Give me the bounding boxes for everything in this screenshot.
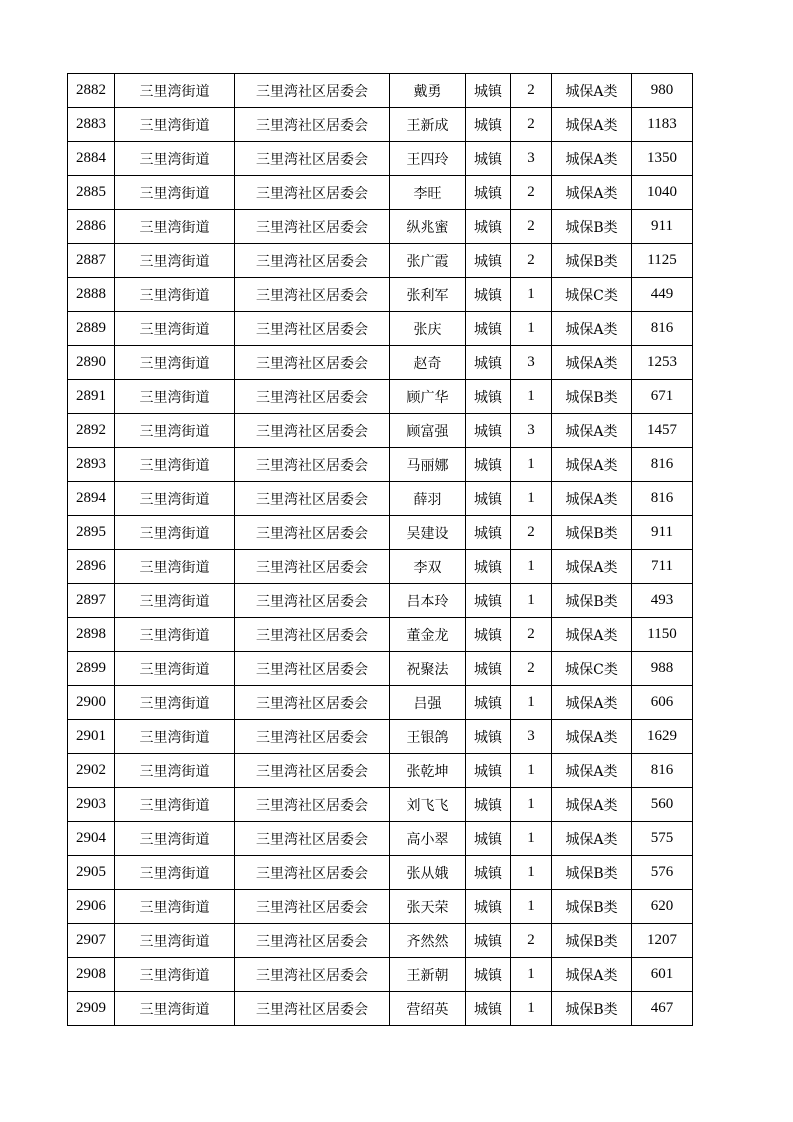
amount-cell: 911 xyxy=(632,516,693,550)
community-cell: 三里湾社区居委会 xyxy=(235,482,390,516)
household-size-cell: 2 xyxy=(511,244,552,278)
category-cell: 城保B类 xyxy=(552,516,632,550)
serial-number-cell: 2895 xyxy=(68,516,115,550)
category-cell: 城保A类 xyxy=(552,108,632,142)
area-type-cell: 城镇 xyxy=(466,516,511,550)
category-cell: 城保B类 xyxy=(552,856,632,890)
category-cell: 城保A类 xyxy=(552,550,632,584)
serial-number-cell: 2909 xyxy=(68,992,115,1026)
table-row xyxy=(68,856,693,890)
serial-number-cell: 2885 xyxy=(68,176,115,210)
household-size-cell: 1 xyxy=(511,584,552,618)
amount-cell: 1457 xyxy=(632,414,693,448)
serial-number-cell: 2898 xyxy=(68,618,115,652)
table-row xyxy=(68,686,693,720)
name-cell: 吕本玲 xyxy=(390,584,466,618)
subdistrict-cell: 三里湾街道 xyxy=(115,244,235,278)
area-type-cell: 城镇 xyxy=(466,720,511,754)
subdistrict-cell: 三里湾街道 xyxy=(115,958,235,992)
subdistrict-cell: 三里湾街道 xyxy=(115,890,235,924)
household-size-cell: 2 xyxy=(511,108,552,142)
serial-number-cell: 2889 xyxy=(68,312,115,346)
area-type-cell: 城镇 xyxy=(466,822,511,856)
amount-cell: 1040 xyxy=(632,176,693,210)
household-size-cell: 2 xyxy=(511,516,552,550)
name-cell: 张天荣 xyxy=(390,890,466,924)
community-cell: 三里湾社区居委会 xyxy=(235,74,390,108)
name-cell: 吕强 xyxy=(390,686,466,720)
serial-number-cell: 2887 xyxy=(68,244,115,278)
subdistrict-cell: 三里湾街道 xyxy=(115,142,235,176)
area-type-cell: 城镇 xyxy=(466,346,511,380)
amount-cell: 1253 xyxy=(632,346,693,380)
table-row xyxy=(68,108,693,142)
community-cell: 三里湾社区居委会 xyxy=(235,652,390,686)
table-row xyxy=(68,618,693,652)
household-size-cell: 1 xyxy=(511,856,552,890)
amount-cell: 1125 xyxy=(632,244,693,278)
table-row xyxy=(68,380,693,414)
area-type-cell: 城镇 xyxy=(466,448,511,482)
subdistrict-cell: 三里湾街道 xyxy=(115,686,235,720)
name-cell: 张庆 xyxy=(390,312,466,346)
name-cell: 营绍英 xyxy=(390,992,466,1026)
area-type-cell: 城镇 xyxy=(466,856,511,890)
subdistrict-cell: 三里湾街道 xyxy=(115,754,235,788)
community-cell: 三里湾社区居委会 xyxy=(235,278,390,312)
area-type-cell: 城镇 xyxy=(466,210,511,244)
table-row xyxy=(68,652,693,686)
serial-number-cell: 2904 xyxy=(68,822,115,856)
community-cell: 三里湾社区居委会 xyxy=(235,890,390,924)
name-cell: 王新成 xyxy=(390,108,466,142)
area-type-cell: 城镇 xyxy=(466,414,511,448)
amount-cell: 816 xyxy=(632,448,693,482)
household-size-cell: 3 xyxy=(511,720,552,754)
name-cell: 祝聚法 xyxy=(390,652,466,686)
amount-cell: 449 xyxy=(632,278,693,312)
amount-cell: 1350 xyxy=(632,142,693,176)
table-row xyxy=(68,720,693,754)
serial-number-cell: 2900 xyxy=(68,686,115,720)
subdistrict-cell: 三里湾街道 xyxy=(115,822,235,856)
amount-cell: 601 xyxy=(632,958,693,992)
community-cell: 三里湾社区居委会 xyxy=(235,584,390,618)
subdistrict-cell: 三里湾街道 xyxy=(115,584,235,618)
subdistrict-cell: 三里湾街道 xyxy=(115,788,235,822)
area-type-cell: 城镇 xyxy=(466,788,511,822)
table-row xyxy=(68,74,693,108)
subdistrict-cell: 三里湾街道 xyxy=(115,210,235,244)
name-cell: 顾广华 xyxy=(390,380,466,414)
category-cell: 城保B类 xyxy=(552,992,632,1026)
household-size-cell: 3 xyxy=(511,346,552,380)
table-row xyxy=(68,448,693,482)
subdistrict-cell: 三里湾街道 xyxy=(115,924,235,958)
household-size-cell: 1 xyxy=(511,312,552,346)
household-size-cell: 1 xyxy=(511,788,552,822)
category-cell: 城保A类 xyxy=(552,720,632,754)
name-cell: 赵奇 xyxy=(390,346,466,380)
serial-number-cell: 2892 xyxy=(68,414,115,448)
household-size-cell: 1 xyxy=(511,448,552,482)
table-row xyxy=(68,414,693,448)
category-cell: 城保A类 xyxy=(552,958,632,992)
community-cell: 三里湾社区居委会 xyxy=(235,176,390,210)
category-cell: 城保C类 xyxy=(552,652,632,686)
amount-cell: 911 xyxy=(632,210,693,244)
category-cell: 城保A类 xyxy=(552,142,632,176)
amount-cell: 988 xyxy=(632,652,693,686)
area-type-cell: 城镇 xyxy=(466,176,511,210)
community-cell: 三里湾社区居委会 xyxy=(235,448,390,482)
community-cell: 三里湾社区居委会 xyxy=(235,924,390,958)
table-row xyxy=(68,516,693,550)
subdistrict-cell: 三里湾街道 xyxy=(115,516,235,550)
serial-number-cell: 2883 xyxy=(68,108,115,142)
area-type-cell: 城镇 xyxy=(466,584,511,618)
serial-number-cell: 2890 xyxy=(68,346,115,380)
amount-cell: 671 xyxy=(632,380,693,414)
community-cell: 三里湾社区居委会 xyxy=(235,312,390,346)
serial-number-cell: 2907 xyxy=(68,924,115,958)
amount-cell: 816 xyxy=(632,482,693,516)
name-cell: 吴建设 xyxy=(390,516,466,550)
subdistrict-cell: 三里湾街道 xyxy=(115,550,235,584)
name-cell: 薛羽 xyxy=(390,482,466,516)
amount-cell: 575 xyxy=(632,822,693,856)
household-size-cell: 2 xyxy=(511,210,552,244)
area-type-cell: 城镇 xyxy=(466,142,511,176)
subdistrict-cell: 三里湾街道 xyxy=(115,652,235,686)
area-type-cell: 城镇 xyxy=(466,380,511,414)
area-type-cell: 城镇 xyxy=(466,618,511,652)
serial-number-cell: 2906 xyxy=(68,890,115,924)
household-size-cell: 2 xyxy=(511,176,552,210)
household-size-cell: 1 xyxy=(511,278,552,312)
category-cell: 城保B类 xyxy=(552,380,632,414)
area-type-cell: 城镇 xyxy=(466,754,511,788)
community-cell: 三里湾社区居委会 xyxy=(235,108,390,142)
table-row xyxy=(68,210,693,244)
household-size-cell: 1 xyxy=(511,958,552,992)
subdistrict-cell: 三里湾街道 xyxy=(115,414,235,448)
community-cell: 三里湾社区居委会 xyxy=(235,550,390,584)
name-cell: 张广霞 xyxy=(390,244,466,278)
name-cell: 张利军 xyxy=(390,278,466,312)
amount-cell: 816 xyxy=(632,312,693,346)
table-row xyxy=(68,924,693,958)
name-cell: 刘飞飞 xyxy=(390,788,466,822)
name-cell: 王四玲 xyxy=(390,142,466,176)
category-cell: 城保A类 xyxy=(552,346,632,380)
table-body xyxy=(68,74,693,1026)
household-size-cell: 2 xyxy=(511,618,552,652)
category-cell: 城保A类 xyxy=(552,822,632,856)
serial-number-cell: 2882 xyxy=(68,74,115,108)
name-cell: 张乾坤 xyxy=(390,754,466,788)
subdistrict-cell: 三里湾街道 xyxy=(115,346,235,380)
area-type-cell: 城镇 xyxy=(466,992,511,1026)
amount-cell: 493 xyxy=(632,584,693,618)
serial-number-cell: 2896 xyxy=(68,550,115,584)
category-cell: 城保B类 xyxy=(552,210,632,244)
area-type-cell: 城镇 xyxy=(466,482,511,516)
table-row xyxy=(68,822,693,856)
amount-cell: 606 xyxy=(632,686,693,720)
amount-cell: 816 xyxy=(632,754,693,788)
serial-number-cell: 2902 xyxy=(68,754,115,788)
household-size-cell: 1 xyxy=(511,380,552,414)
amount-cell: 980 xyxy=(632,74,693,108)
community-cell: 三里湾社区居委会 xyxy=(235,142,390,176)
community-cell: 三里湾社区居委会 xyxy=(235,992,390,1026)
category-cell: 城保A类 xyxy=(552,448,632,482)
community-cell: 三里湾社区居委会 xyxy=(235,618,390,652)
community-cell: 三里湾社区居委会 xyxy=(235,686,390,720)
category-cell: 城保B类 xyxy=(552,924,632,958)
name-cell: 顾富强 xyxy=(390,414,466,448)
amount-cell: 620 xyxy=(632,890,693,924)
table-row xyxy=(68,550,693,584)
name-cell: 李双 xyxy=(390,550,466,584)
subdistrict-cell: 三里湾街道 xyxy=(115,380,235,414)
category-cell: 城保B类 xyxy=(552,584,632,618)
subdistrict-cell: 三里湾街道 xyxy=(115,856,235,890)
subdistrict-cell: 三里湾街道 xyxy=(115,278,235,312)
table-row xyxy=(68,142,693,176)
household-size-cell: 2 xyxy=(511,74,552,108)
area-type-cell: 城镇 xyxy=(466,686,511,720)
subdistrict-cell: 三里湾街道 xyxy=(115,720,235,754)
serial-number-cell: 2901 xyxy=(68,720,115,754)
serial-number-cell: 2894 xyxy=(68,482,115,516)
area-type-cell: 城镇 xyxy=(466,108,511,142)
amount-cell: 560 xyxy=(632,788,693,822)
household-size-cell: 2 xyxy=(511,652,552,686)
category-cell: 城保A类 xyxy=(552,414,632,448)
serial-number-cell: 2897 xyxy=(68,584,115,618)
area-type-cell: 城镇 xyxy=(466,924,511,958)
household-size-cell: 3 xyxy=(511,414,552,448)
community-cell: 三里湾社区居委会 xyxy=(235,516,390,550)
community-cell: 三里湾社区居委会 xyxy=(235,822,390,856)
subdistrict-cell: 三里湾街道 xyxy=(115,482,235,516)
household-size-cell: 1 xyxy=(511,482,552,516)
household-size-cell: 1 xyxy=(511,822,552,856)
table-row xyxy=(68,482,693,516)
amount-cell: 711 xyxy=(632,550,693,584)
name-cell: 齐然然 xyxy=(390,924,466,958)
area-type-cell: 城镇 xyxy=(466,550,511,584)
area-type-cell: 城镇 xyxy=(466,278,511,312)
area-type-cell: 城镇 xyxy=(466,312,511,346)
household-size-cell: 1 xyxy=(511,992,552,1026)
subdistrict-cell: 三里湾街道 xyxy=(115,992,235,1026)
subdistrict-cell: 三里湾街道 xyxy=(115,618,235,652)
community-cell: 三里湾社区居委会 xyxy=(235,414,390,448)
name-cell: 王新朝 xyxy=(390,958,466,992)
serial-number-cell: 2899 xyxy=(68,652,115,686)
amount-cell: 1629 xyxy=(632,720,693,754)
category-cell: 城保A类 xyxy=(552,74,632,108)
serial-number-cell: 2886 xyxy=(68,210,115,244)
community-cell: 三里湾社区居委会 xyxy=(235,754,390,788)
name-cell: 董金龙 xyxy=(390,618,466,652)
community-cell: 三里湾社区居委会 xyxy=(235,856,390,890)
name-cell: 戴勇 xyxy=(390,74,466,108)
household-size-cell: 1 xyxy=(511,686,552,720)
serial-number-cell: 2905 xyxy=(68,856,115,890)
name-cell: 张从娥 xyxy=(390,856,466,890)
category-cell: 城保A类 xyxy=(552,686,632,720)
table-row xyxy=(68,244,693,278)
category-cell: 城保B类 xyxy=(552,244,632,278)
community-cell: 三里湾社区居委会 xyxy=(235,346,390,380)
name-cell: 高小翠 xyxy=(390,822,466,856)
category-cell: 城保A类 xyxy=(552,754,632,788)
category-cell: 城保A类 xyxy=(552,618,632,652)
table-row xyxy=(68,992,693,1026)
name-cell: 马丽娜 xyxy=(390,448,466,482)
table-row xyxy=(68,312,693,346)
subdistrict-cell: 三里湾街道 xyxy=(115,74,235,108)
category-cell: 城保A类 xyxy=(552,482,632,516)
community-cell: 三里湾社区居委会 xyxy=(235,958,390,992)
category-cell: 城保B类 xyxy=(552,890,632,924)
community-cell: 三里湾社区居委会 xyxy=(235,720,390,754)
amount-cell: 576 xyxy=(632,856,693,890)
community-cell: 三里湾社区居委会 xyxy=(235,244,390,278)
area-type-cell: 城镇 xyxy=(466,74,511,108)
table-row xyxy=(68,346,693,380)
household-size-cell: 2 xyxy=(511,924,552,958)
table-row xyxy=(68,584,693,618)
amount-cell: 467 xyxy=(632,992,693,1026)
area-type-cell: 城镇 xyxy=(466,958,511,992)
subdistrict-cell: 三里湾街道 xyxy=(115,108,235,142)
name-cell: 王银鸽 xyxy=(390,720,466,754)
serial-number-cell: 2891 xyxy=(68,380,115,414)
table-row xyxy=(68,754,693,788)
area-type-cell: 城镇 xyxy=(466,652,511,686)
serial-number-cell: 2893 xyxy=(68,448,115,482)
table-row xyxy=(68,788,693,822)
data-table xyxy=(67,73,693,1026)
amount-cell: 1183 xyxy=(632,108,693,142)
serial-number-cell: 2903 xyxy=(68,788,115,822)
name-cell: 纵兆蜜 xyxy=(390,210,466,244)
category-cell: 城保A类 xyxy=(552,788,632,822)
household-size-cell: 1 xyxy=(511,890,552,924)
category-cell: 城保A类 xyxy=(552,176,632,210)
serial-number-cell: 2884 xyxy=(68,142,115,176)
serial-number-cell: 2908 xyxy=(68,958,115,992)
community-cell: 三里湾社区居委会 xyxy=(235,380,390,414)
household-size-cell: 3 xyxy=(511,142,552,176)
household-size-cell: 1 xyxy=(511,550,552,584)
subdistrict-cell: 三里湾街道 xyxy=(115,448,235,482)
subdistrict-cell: 三里湾街道 xyxy=(115,176,235,210)
table-row xyxy=(68,278,693,312)
serial-number-cell: 2888 xyxy=(68,278,115,312)
community-cell: 三里湾社区居委会 xyxy=(235,788,390,822)
household-size-cell: 1 xyxy=(511,754,552,788)
table-row xyxy=(68,176,693,210)
area-type-cell: 城镇 xyxy=(466,890,511,924)
subdistrict-cell: 三里湾街道 xyxy=(115,312,235,346)
table-row xyxy=(68,890,693,924)
table-row xyxy=(68,958,693,992)
amount-cell: 1207 xyxy=(632,924,693,958)
area-type-cell: 城镇 xyxy=(466,244,511,278)
category-cell: 城保C类 xyxy=(552,278,632,312)
name-cell: 李旺 xyxy=(390,176,466,210)
category-cell: 城保A类 xyxy=(552,312,632,346)
community-cell: 三里湾社区居委会 xyxy=(235,210,390,244)
amount-cell: 1150 xyxy=(632,618,693,652)
